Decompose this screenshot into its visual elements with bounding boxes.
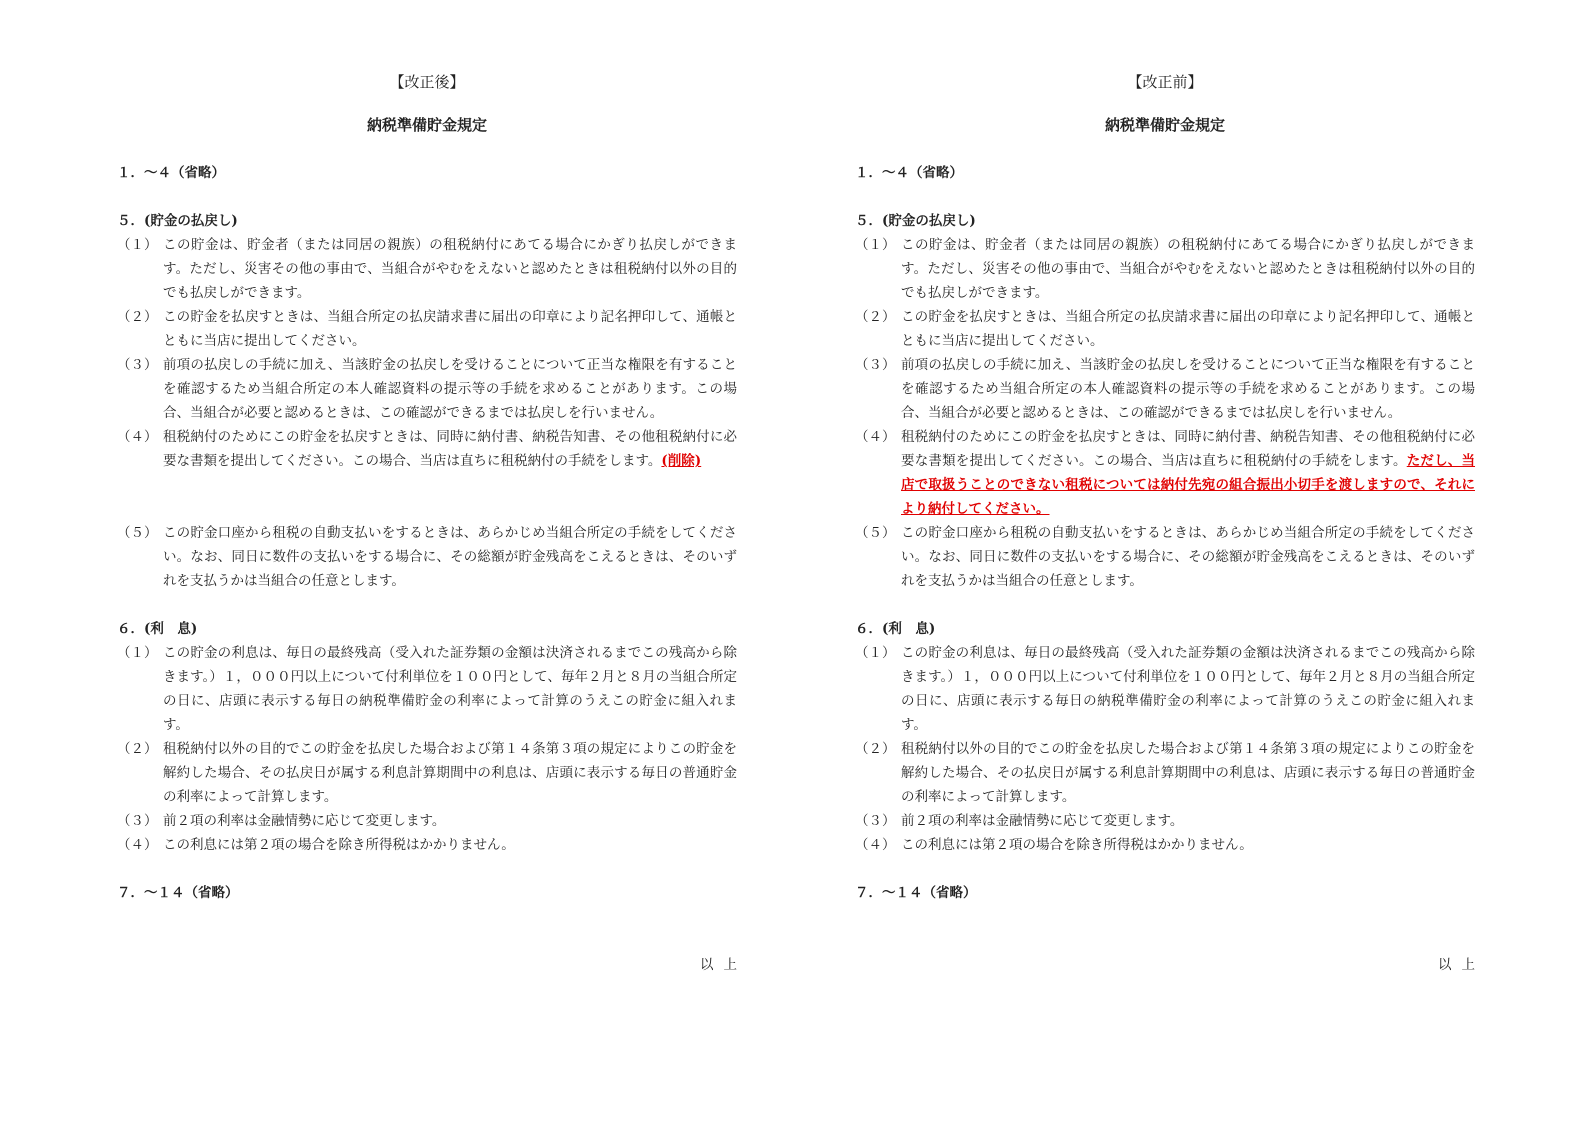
clause-6-1 — [855, 641, 1475, 737]
clause-text: この利息には第２項の場合を除き所得税はかかりません。 — [163, 837, 515, 853]
section-heading-1-4: １．～４（省略） — [855, 165, 963, 181]
section-heading-7-14: ７．～１４（省略） — [117, 885, 239, 901]
clause-number: （４） — [117, 837, 158, 853]
clause-5-3 — [855, 353, 1475, 425]
section-heading-6: ６．(利 息) — [855, 621, 936, 637]
clause-text: この貯金口座から租税の自動支払いをするときは、あらかじめ当組合所定の手続をしてください。なお、同日に数件の支払いをする場合に、その総額が貯金残高をこえるときは、そのいずれを支払うかは当組合の任意とします。 — [163, 525, 737, 589]
clause-text: この貯金を払戻すときは、当組合所定の払戻請求書に届出の印章により記名押印して、通帳とともに当店に提出してください。 — [901, 309, 1475, 349]
clause-5-1 — [855, 233, 1475, 305]
previous-column — [855, 70, 1485, 977]
section-heading-1-4: １．～４（省略） — [117, 165, 225, 181]
column-label: 【改正前】 — [1127, 73, 1203, 91]
document-title: 納税準備貯金規定 — [1104, 116, 1225, 134]
clause-number: （２） — [855, 741, 896, 757]
clause-number: （４） — [855, 429, 896, 445]
clause-6-3 — [117, 809, 737, 833]
clause-6-4 — [117, 833, 737, 857]
clause-text: この貯金口座から租税の自動支払いをするときは、あらかじめ当組合所定の手続をしてください。なお、同日に数件の支払いをする場合に、その総額が貯金残高をこえるときは、そのいずれを支払うかは当組合の任意とします。 — [901, 525, 1475, 589]
clause-number: （２） — [117, 741, 158, 757]
clause-text: 前項の払戻しの手続に加え、当該貯金の払戻しを受けることについて正当な権限を有することを確認するため当組合所定の本人確認資料の提示等の手続を求めることがあります。この場合、当組合が必要と認めるときは、この確認ができるまでは払戻しを行いません。 — [901, 357, 1475, 421]
clause-number: （４） — [117, 429, 158, 445]
removed-text: ただし、当店で取扱うことのできない租税については納付先宛の組合振出小切手を渡しますので、それにより納付してください。 — [901, 453, 1476, 517]
clause-6-4 — [855, 833, 1475, 857]
clause-5-4 — [855, 425, 1475, 521]
clause-text: 前２項の利率は金融情勢に応じて変更します。 — [901, 813, 1184, 829]
closing-mark: 以上 — [700, 957, 747, 973]
section-heading-5: ５．(貯金の払戻し) — [117, 213, 238, 229]
clause-text: この貯金は、貯金者（または同居の親族）の租税納付にあてる場合にかぎり払戻しができます。ただし、災害その他の事由で、当組合がやむをえないと認めたときは租税納付以外の目的でも払戻しができます。 — [163, 237, 737, 301]
clause-5-2 — [117, 305, 737, 353]
clause-5-5 — [855, 521, 1475, 593]
clause-5-3 — [117, 353, 737, 425]
clause-text: この貯金の利息は、毎日の最終残高（受入れた証券類の金額は決済されるまでこの残高から除きます。）１，０００円以上について付利単位を１００円として、毎年２月と８月の当組合所定の日に、店頭に表示する毎日の納税準備貯金の利率によって計算のうえこの貯金に組入れます。 — [901, 645, 1475, 733]
section-heading-7-14: ７．～１４（省略） — [855, 885, 977, 901]
clause-text: この貯金を払戻すときは、当組合所定の払戻請求書に届出の印章により記名押印して、通帳とともに当店に提出してください。 — [163, 309, 737, 349]
clause-text: 租税納付以外の目的でこの貯金を払戻した場合および第１４条第３項の規定によりこの貯金を解約した場合、その払戻日が属する利息計算期間中の利息は、店頭に表示する毎日の普通貯金の利率によって計算します。 — [901, 741, 1475, 805]
clause-6-1 — [117, 641, 737, 737]
clause-text: この利息には第２項の場合を除き所得税はかかりません。 — [901, 837, 1253, 853]
clause-text: この貯金は、貯金者（または同居の親族）の租税納付にあてる場合にかぎり払戻しができます。ただし、災害その他の事由で、当組合がやむをえないと認めたときは租税納付以外の目的でも払戻しができます。 — [901, 237, 1475, 301]
clause-text: 租税納付のためにこの貯金を払戻すときは、同時に納付書、納税告知書、その他租税納付に必要な書類を提出してください。この場合、当店は直ちに租税納付の手続をします。 — [163, 429, 737, 469]
clause-text: この貯金の利息は、毎日の最終残高（受入れた証券類の金額は決済されるまでこの残高から除きます。）１，０００円以上について付利単位を１００円として、毎年２月と８月の当組合所定の日に、店頭に表示する毎日の納税準備貯金の利率によって計算のうえこの貯金に組入れます。 — [163, 645, 737, 733]
clause-6-2 — [855, 737, 1475, 809]
clause-number: （５） — [855, 525, 896, 541]
revised-column — [117, 70, 747, 977]
clause-number: （１） — [117, 645, 158, 661]
clause-6-2 — [117, 737, 737, 809]
clause-number: （４） — [855, 837, 896, 853]
clause-number: （３） — [855, 813, 896, 829]
clause-text: 前項の払戻しの手続に加え、当該貯金の払戻しを受けることについて正当な権限を有することを確認するため当組合所定の本人確認資料の提示等の手続を求めることがあります。この場合、当組合が必要と認めるときは、この確認ができるまでは払戻しを行いません。 — [163, 357, 737, 421]
clause-5-2 — [855, 305, 1475, 353]
clause-5-4 — [117, 425, 737, 521]
clause-5-1 — [117, 233, 737, 305]
clause-5-5 — [117, 521, 737, 593]
clause-number: （２） — [855, 309, 896, 325]
clause-number: （３） — [117, 813, 158, 829]
clause-number: （２） — [117, 309, 158, 325]
clause-number: （３） — [855, 357, 896, 373]
clause-6-3 — [855, 809, 1475, 833]
clause-number: （１） — [117, 237, 158, 253]
section-heading-5: ５．(貯金の払戻し) — [855, 213, 976, 229]
clause-text: 租税納付のためにこの貯金を払戻すときは、同時に納付書、納税告知書、その他租税納付に必要な書類を提出してください。この場合、当店は直ちに租税納付の手続をします。 — [901, 429, 1475, 469]
clause-text: 前２項の利率は金融情勢に応じて変更します。 — [163, 813, 446, 829]
document-title: 納税準備貯金規定 — [366, 116, 487, 134]
clause-number: （１） — [855, 237, 896, 253]
column-label: 【改正後】 — [389, 73, 465, 91]
clause-text: 租税納付以外の目的でこの貯金を払戻した場合および第１４条第３項の規定によりこの貯金を解約した場合、その払戻日が属する利息計算期間中の利息は、店頭に表示する毎日の普通貯金の利率によって計算します。 — [163, 741, 737, 805]
closing-mark: 以上 — [1438, 957, 1485, 973]
section-heading-6: ６．(利 息) — [117, 621, 198, 637]
clause-number: （３） — [117, 357, 158, 373]
clause-number: （５） — [117, 525, 158, 541]
deleted-marker: (削除) — [661, 453, 702, 469]
clause-number: （１） — [855, 645, 896, 661]
